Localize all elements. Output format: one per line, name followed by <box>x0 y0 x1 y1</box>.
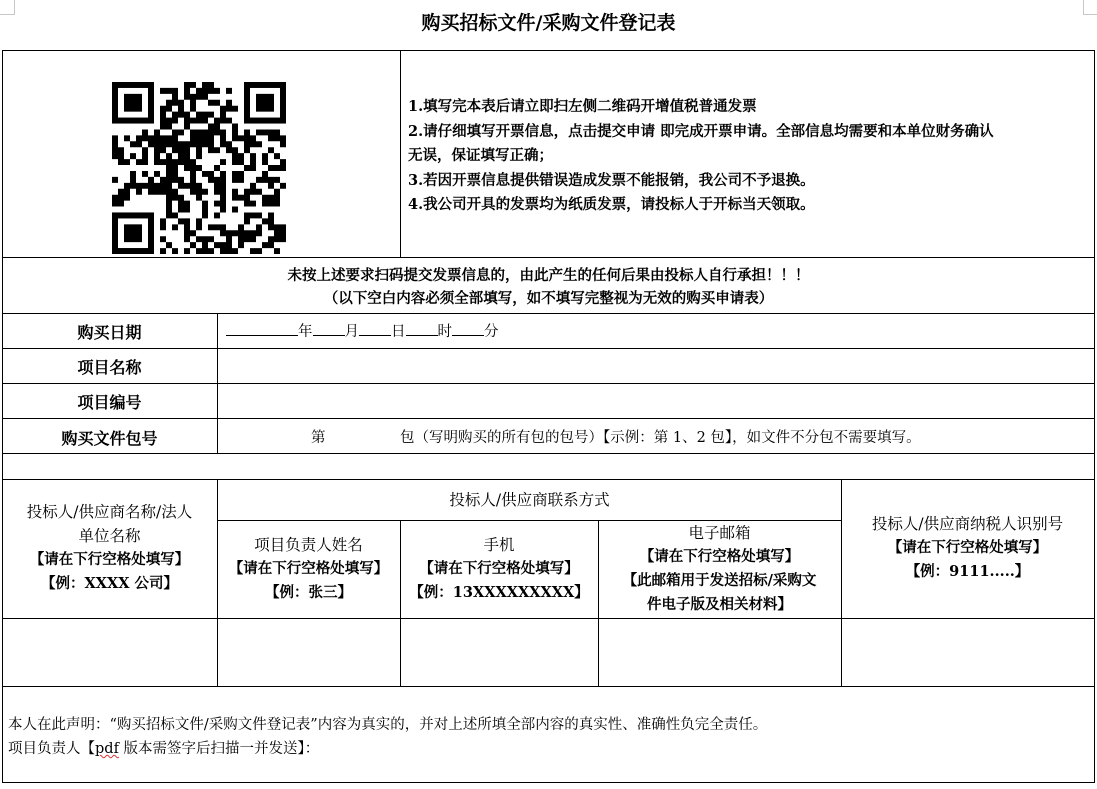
bidder-name-header: 投标人/供应商名称/法人 单位名称 【请在下行空格处填写】 【例：XXXX 公司】 <box>26 503 193 592</box>
project-number-label: 项目编号 <box>77 393 142 412</box>
month-blank[interactable] <box>313 321 345 336</box>
instructions-block <box>408 95 1084 218</box>
day-blank[interactable] <box>359 321 391 336</box>
table-border <box>2 50 1095 51</box>
purchase-date-field[interactable]: 年 月 日 时 分 <box>226 320 499 341</box>
bidder-name-input-cell[interactable] <box>3 619 217 686</box>
package-number-label: 购买文件包号 <box>61 429 158 448</box>
qr-code-icon[interactable] <box>112 82 286 254</box>
instruction-line: 3.若因开票信息提供错误造成发票不能报销，我公司不予退换。 <box>408 171 815 189</box>
table-border <box>2 782 1095 783</box>
declaration-block <box>8 713 767 761</box>
person-name-header: 项目负责人姓名 【请在下行空格处填写】 【例：张三】 <box>228 536 389 601</box>
table-border <box>1094 50 1095 783</box>
instruction-line: 4.我公司开具的发票均为纸质发票，请投标人于开标当天领取。 <box>408 196 815 213</box>
table-border <box>2 479 1095 480</box>
purchase-date-label: 购买日期 <box>77 323 142 342</box>
email-input-cell[interactable] <box>599 619 841 686</box>
signature-line: 项目负责人【pdf 版本需签字后扫描一并发送】： <box>8 741 320 757</box>
table-border <box>2 686 1095 687</box>
table-border <box>400 50 401 258</box>
warning-block <box>0 264 1097 310</box>
declaration-line: 本人在此声明：“购买招标文件/采购文件登记表”内容为真实的，并对上述所填全部内容的真实性、准确性负完全责任。 <box>8 717 768 733</box>
email-header: 电子邮箱 【请在下行空格处填写】 【此邮箱用于发送招标/采购文 件电子版及相关材料】 <box>622 524 817 613</box>
hour-blank[interactable] <box>406 321 438 336</box>
instruction-line: 2.请仔细填写开票信息，点击提交申请 即完成开票申请。全部信息均需要和本单位财务确认 <box>408 122 994 140</box>
contact-group-header: 投标人/供应商联系方式 <box>449 491 610 509</box>
package-instruction: 包（写明购买的所有包的包号）【示例：第 1、2 包】，如文件不分包不需要填写。 <box>400 430 921 446</box>
instruction-line: 1.填写完本表后请立即扫左侧二维码开增值税普通发票 <box>408 98 757 115</box>
project-name-field[interactable] <box>218 349 1094 383</box>
table-border <box>2 257 1095 258</box>
phone-input-cell[interactable] <box>401 619 598 686</box>
person-name-input-cell[interactable] <box>218 619 400 686</box>
warning-line: 未按上述要求扫码提交发票信息的，由此产生的任何后果由投标人自行承担！！！ <box>287 267 810 284</box>
instruction-line: 无误，保证填写正确； <box>408 147 553 164</box>
year-blank[interactable] <box>226 321 298 336</box>
tax-id-input-cell[interactable] <box>842 619 1094 686</box>
project-number-field[interactable] <box>218 384 1094 418</box>
package-number-field[interactable] <box>330 420 398 452</box>
table-border <box>2 313 1095 314</box>
minute-blank[interactable] <box>452 321 484 336</box>
page-title: 购买招标文件/采购文件登记表 <box>421 12 676 34</box>
tax-id-header: 投标人/供应商纳税人识别号 【请在下行空格处填写】 【例：9111.....】 <box>871 515 1064 580</box>
table-border <box>2 418 1095 419</box>
phone-header: 手机 【请在下行空格处填写】 【例：13XXXXXXXXX】 <box>409 536 589 601</box>
package-prefix: 第 <box>311 430 326 446</box>
table-border <box>2 453 1095 454</box>
project-name-label: 项目名称 <box>77 358 142 377</box>
warning-line: （以下空白内容必须全部填写，如不填写完整视为无效的购买申请表） <box>323 290 774 307</box>
